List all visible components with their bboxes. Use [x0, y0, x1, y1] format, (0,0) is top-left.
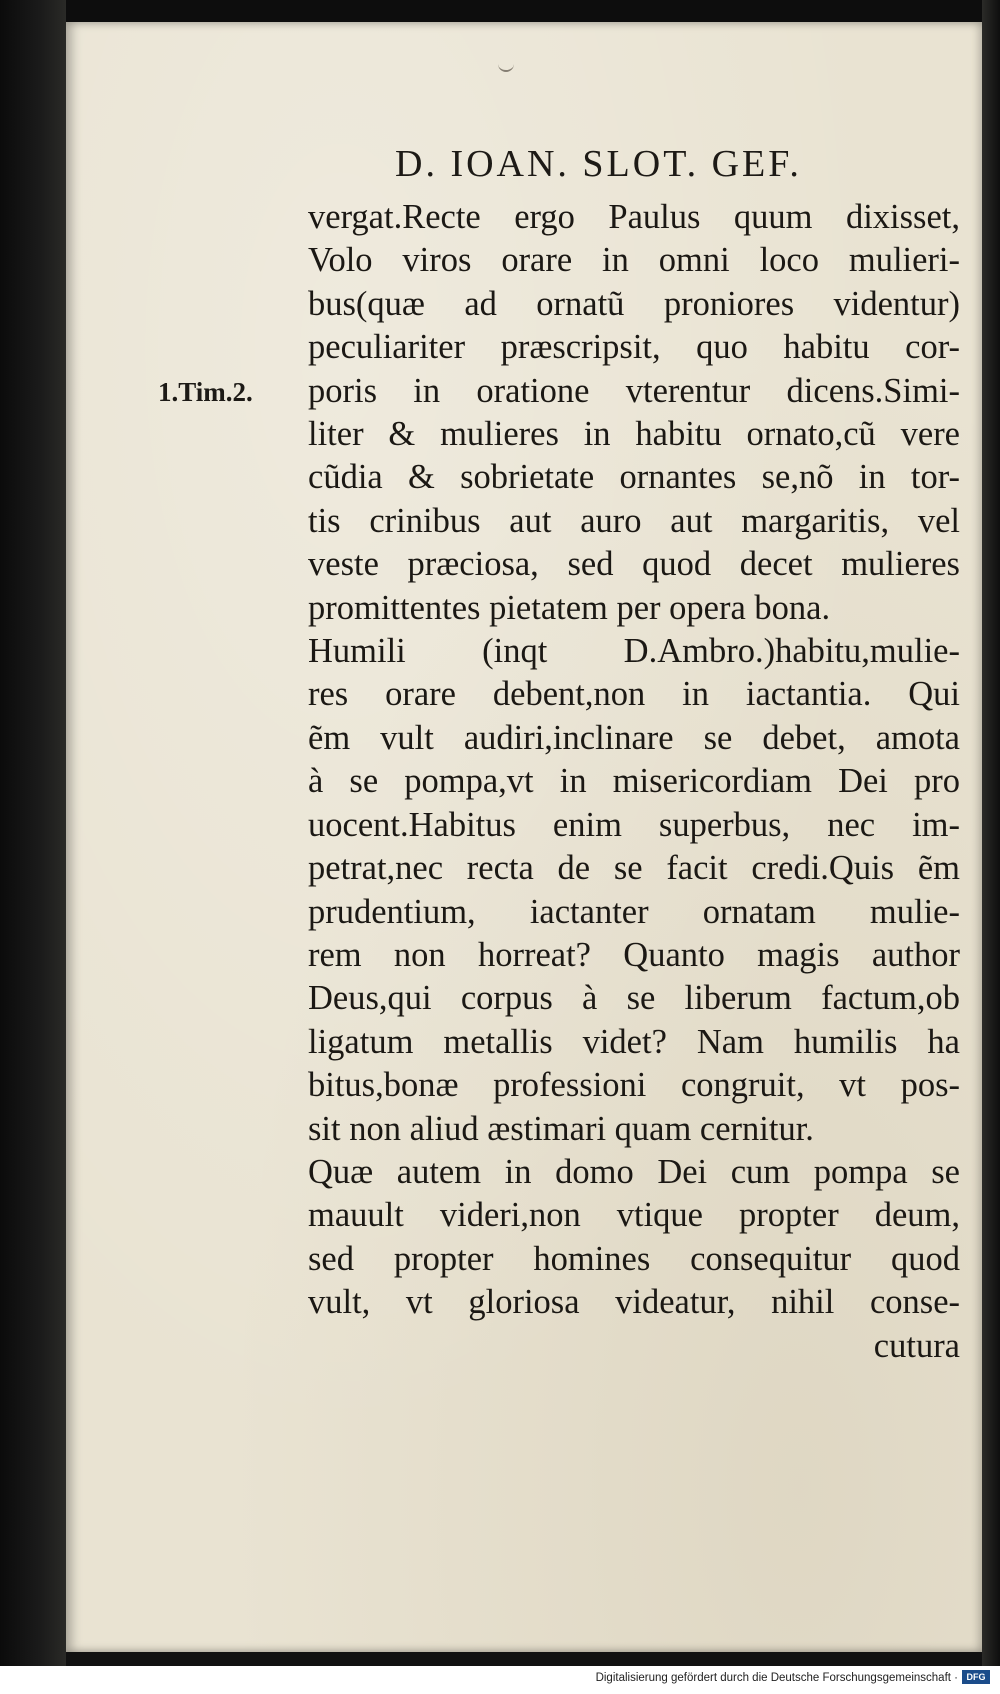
text-line: peculiariter præscripsit, quo habitu cor-: [308, 328, 960, 367]
text-line: liter & mulieres in habitu ornato,cũ vere: [308, 415, 960, 454]
scan-left-border: [0, 0, 66, 1694]
text-line: tis crinibus aut auro aut margaritis, vel: [308, 501, 960, 540]
text-line: cũdia & sobrietate ornantes se,nõ in tor-: [308, 458, 960, 497]
text-line: sed propter homines consequitur quod: [308, 1239, 960, 1278]
text-line: vergat.Recte ergo Paulus quum dixisset,: [308, 198, 960, 236]
scan-top-border: [0, 0, 1000, 22]
running-head: D. IOAN. SLOT. GEF.: [395, 143, 802, 185]
text-line: sit non aliud æstimari quam cernitur.: [308, 1109, 814, 1148]
text-line: vult, vt gloriosa videatur, nihil conse-: [308, 1283, 960, 1322]
text-line: prudentium, iactanter ornatam mulie-: [308, 892, 960, 931]
catchword: cutura: [873, 1326, 960, 1365]
text-line: Humili (inqt D.Ambro.)habitu,mulie-: [308, 632, 960, 671]
body-text: [308, 196, 960, 1368]
text-line: res orare debent,non in iactantia. Qui: [308, 675, 960, 714]
marginal-note: 1.Tim.2.: [158, 377, 253, 407]
text-line: uocent.Habitus enim superbus, nec im-: [308, 805, 960, 844]
text-line: Quæ autem in domo Dei cum pompa se: [308, 1152, 960, 1191]
text-line: bitus,bonæ professioni congruit, vt pos-: [308, 1066, 960, 1105]
text-line: à se pompa,vt in misericordiam Dei pro: [308, 762, 960, 801]
text-line: ẽm vult audiri,inclinare se debet, amota: [308, 718, 960, 757]
text-line: petrat,nec recta de se facit credi.Quis ẽm: [308, 849, 960, 888]
text-line: mauult videri,non vtique propter deum,: [308, 1196, 960, 1235]
text-line: rem non horreat? Quanto magis author: [308, 935, 960, 974]
text-line: bus(quæ ad ornatũ proniores videntur): [308, 284, 960, 323]
text-line: veste præciosa, sed quod decet mulieres: [308, 545, 960, 584]
text-line: poris in oratione vterentur dicens.Simi-: [308, 371, 960, 410]
text-line: Deus,qui corpus à se liberum factum,ob: [308, 979, 960, 1018]
funding-notice: Digitalisierung gefördert durch die Deutsche Forschungsgemeinschaft ·: [595, 1672, 958, 1684]
page-mark: [498, 62, 514, 72]
text-line: ligatum metallis videt? Nam humilis ha: [308, 1022, 960, 1061]
text-line: Volo viros orare in omni loco mulieri-: [308, 241, 960, 280]
dfg-logo: DFG: [962, 1670, 990, 1684]
scan-right-border: [982, 0, 1000, 1694]
text-line: promittentes pietatem per opera bona.: [308, 588, 831, 627]
